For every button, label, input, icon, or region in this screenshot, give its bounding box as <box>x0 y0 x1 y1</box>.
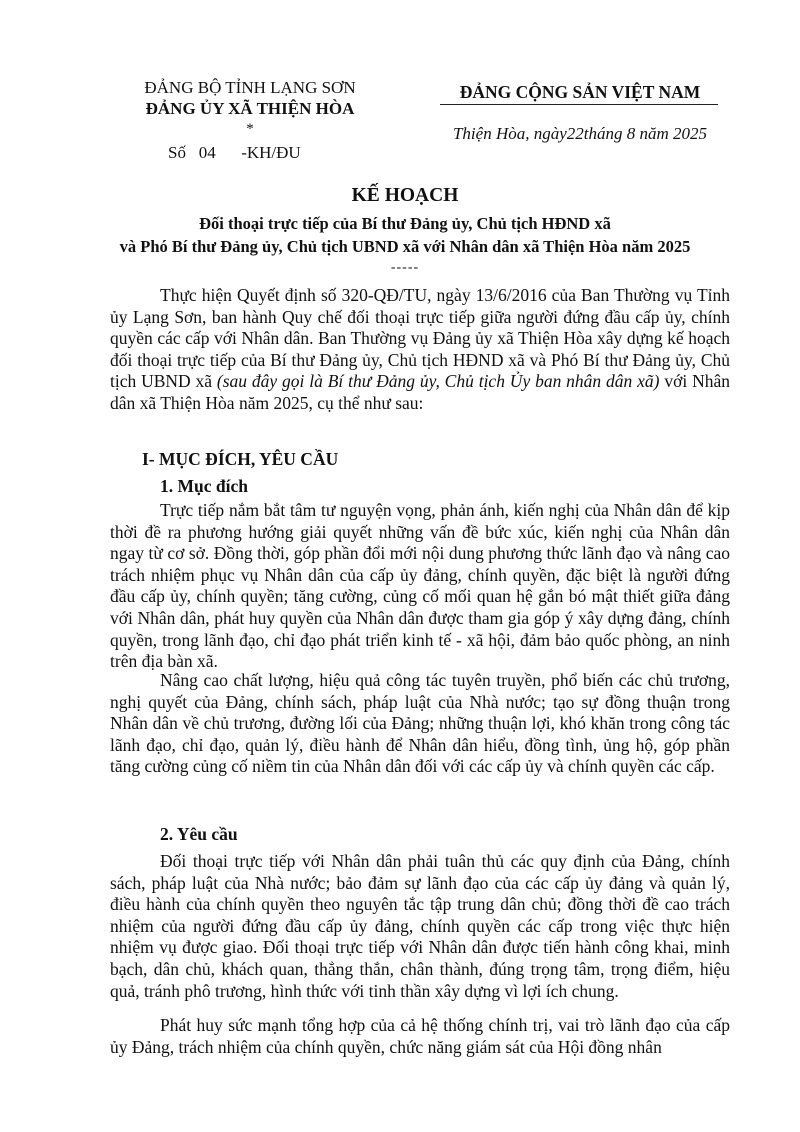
intro-text-1: Thực hiện Quyết định số 320-QĐ/TU, ngày 13/6/2016 của Ban Thường vụ Tỉnh ủy Lạng Sơn, ban hành Quy chế đối thoại trực tiếp giữa người đứng đầu cấp ủy, chính quyền các cấp với Nhân dân. Ban Thường vụ Đảng ủy xã Thiện Hòa xây dựng kế hoạch đối thoại trực tiếp của Bí thư Đảng ủy, Chủ tịch HĐND xã và Phó Bí thư Đảng ủy, Chủ tịch UBND xã <box>110 285 730 392</box>
intro-text-2: với Nhân dân xã Thiện Hòa năm 2025, cụ thể như sau: <box>110 371 730 413</box>
header-star: * <box>246 121 254 137</box>
requirements-text-1: Đối thoại trực tiếp với Nhân dân phải tuân thủ các quy định của Đảng, chính sách, pháp luật của Nhà nước; bảo đảm sự lãnh đạo của các cấp ủy đảng và quản lý, điều hành của chính quyền theo nguyên tắc tập trung dân chủ; đồng thời đề cao trách nhiệm của người đứng đầu cấp ủy đảng, chính quyền các cấp trong việc thực hiện nhiệm vụ được giao. Đối thoại trực tiếp với Nhân dân được tiến hành công khai, minh bạch, dân chủ, khách quan, thẳng thắn, chân thành, đúng trọng tâm, trọng điểm, hiệu quả, tránh phô trương, hình thức với tinh thần xây dựng vì lợi ích chung. <box>110 851 730 1001</box>
place-date: Thiện Hòa, ngày22tháng 8 năm 2025 <box>452 124 708 143</box>
requirements-text-2: Phát huy sức mạnh tổng hợp của cả hệ thống chính trị, vai trò lãnh đạo của cấp ủy Đảng, trách nhiệm của chính quyền, chức năng giám sát của Hội đồng nhân <box>110 1015 730 1057</box>
document-subtitle-line-1: Đối thoại trực tiếp của Bí thư Đảng ủy, Chủ tịch HĐND xã <box>199 214 611 233</box>
purpose-paragraph-1 <box>110 500 730 673</box>
party-committee-name: ĐẢNG BỘ TỈNH LẠNG SƠN <box>144 78 356 97</box>
doc-number-suffix: -KH/ĐU <box>241 143 301 162</box>
requirements-paragraph-2 <box>110 1015 730 1058</box>
purpose-text-2: Nâng cao chất lượng, hiệu quả công tác tuyên truyền, phổ biến các chủ trương, nghị quyết của Đảng, chính sách, pháp luật của Nhà nước; tạo sự đồng thuận trong Nhân dân về chủ trương, đường lối của Đảng; những thuận lợi, khó khăn trong công tác lãnh đạo, chỉ đạo, quản lý, điều hành để Nhân dân hiểu, đồng tình, ủng hộ, góp phần tăng cường củng cố niềm tin của Nhân dân đối với các cấp ủy và chính quyền các cấp. <box>110 670 730 777</box>
motto-underline <box>440 104 718 105</box>
purpose-paragraph-2 <box>110 670 730 778</box>
document-title: KẾ HOẠCH <box>351 185 459 206</box>
doc-number-value: 04 <box>198 143 216 162</box>
subsection-heading-purpose: 1. Mục đích <box>160 476 248 496</box>
intro-paragraph <box>110 285 730 415</box>
requirements-paragraph-1 <box>110 851 730 1002</box>
section-heading-1: I- MỤC ĐÍCH, YÊU CẦU <box>142 449 339 469</box>
document-number <box>168 143 301 163</box>
document-subtitle-line-2: và Phó Bí thư Đảng ủy, Chủ tịch UBND xã với Nhân dân xã Thiện Hòa năm 2025 <box>119 237 691 256</box>
commune-committee-name: ĐẢNG ỦY XÃ THIỆN HÒA <box>145 99 355 118</box>
intro-italic-note: (sau đây gọi là Bí thư Đảng ủy, Chủ tịch Ủy ban nhân dân xã) <box>216 371 660 392</box>
purpose-text-1: Trực tiếp nắm bắt tâm tư nguyện vọng, phản ánh, kiến nghị của Nhân dân để kịp thời đề ra phương hướng giải quyết những vấn đề bức xúc, kiến nghị của Nhân dân ngay từ cơ sở. Đồng thời, góp phần đổi mới nội dung phương thức lãnh đạo và nâng cao trách nhiệm phục vụ Nhân dân của cấp ủy đảng, chính quyền, đặc biệt là người đứng đầu cấp ủy, chính quyền; tăng cường, củng cố mối quan hệ gắn bó mật thiết giữa đảng với Nhân dân, phát huy quyền của Nhân dân được tham gia góp ý xây dựng đảng, chính quyền, trong lãnh đạo, chỉ đạo phát triển kinh tế - xã hội, đảm bảo quốc phòng, an ninh trên địa bàn xã. <box>110 500 730 672</box>
doc-number-prefix: Số <box>168 143 186 162</box>
subsection-heading-requirements: 2. Yêu cầu <box>160 824 238 844</box>
title-separator: ----- <box>390 260 420 275</box>
national-motto: ĐẢNG CỘNG SẢN VIỆT NAM <box>459 82 701 102</box>
